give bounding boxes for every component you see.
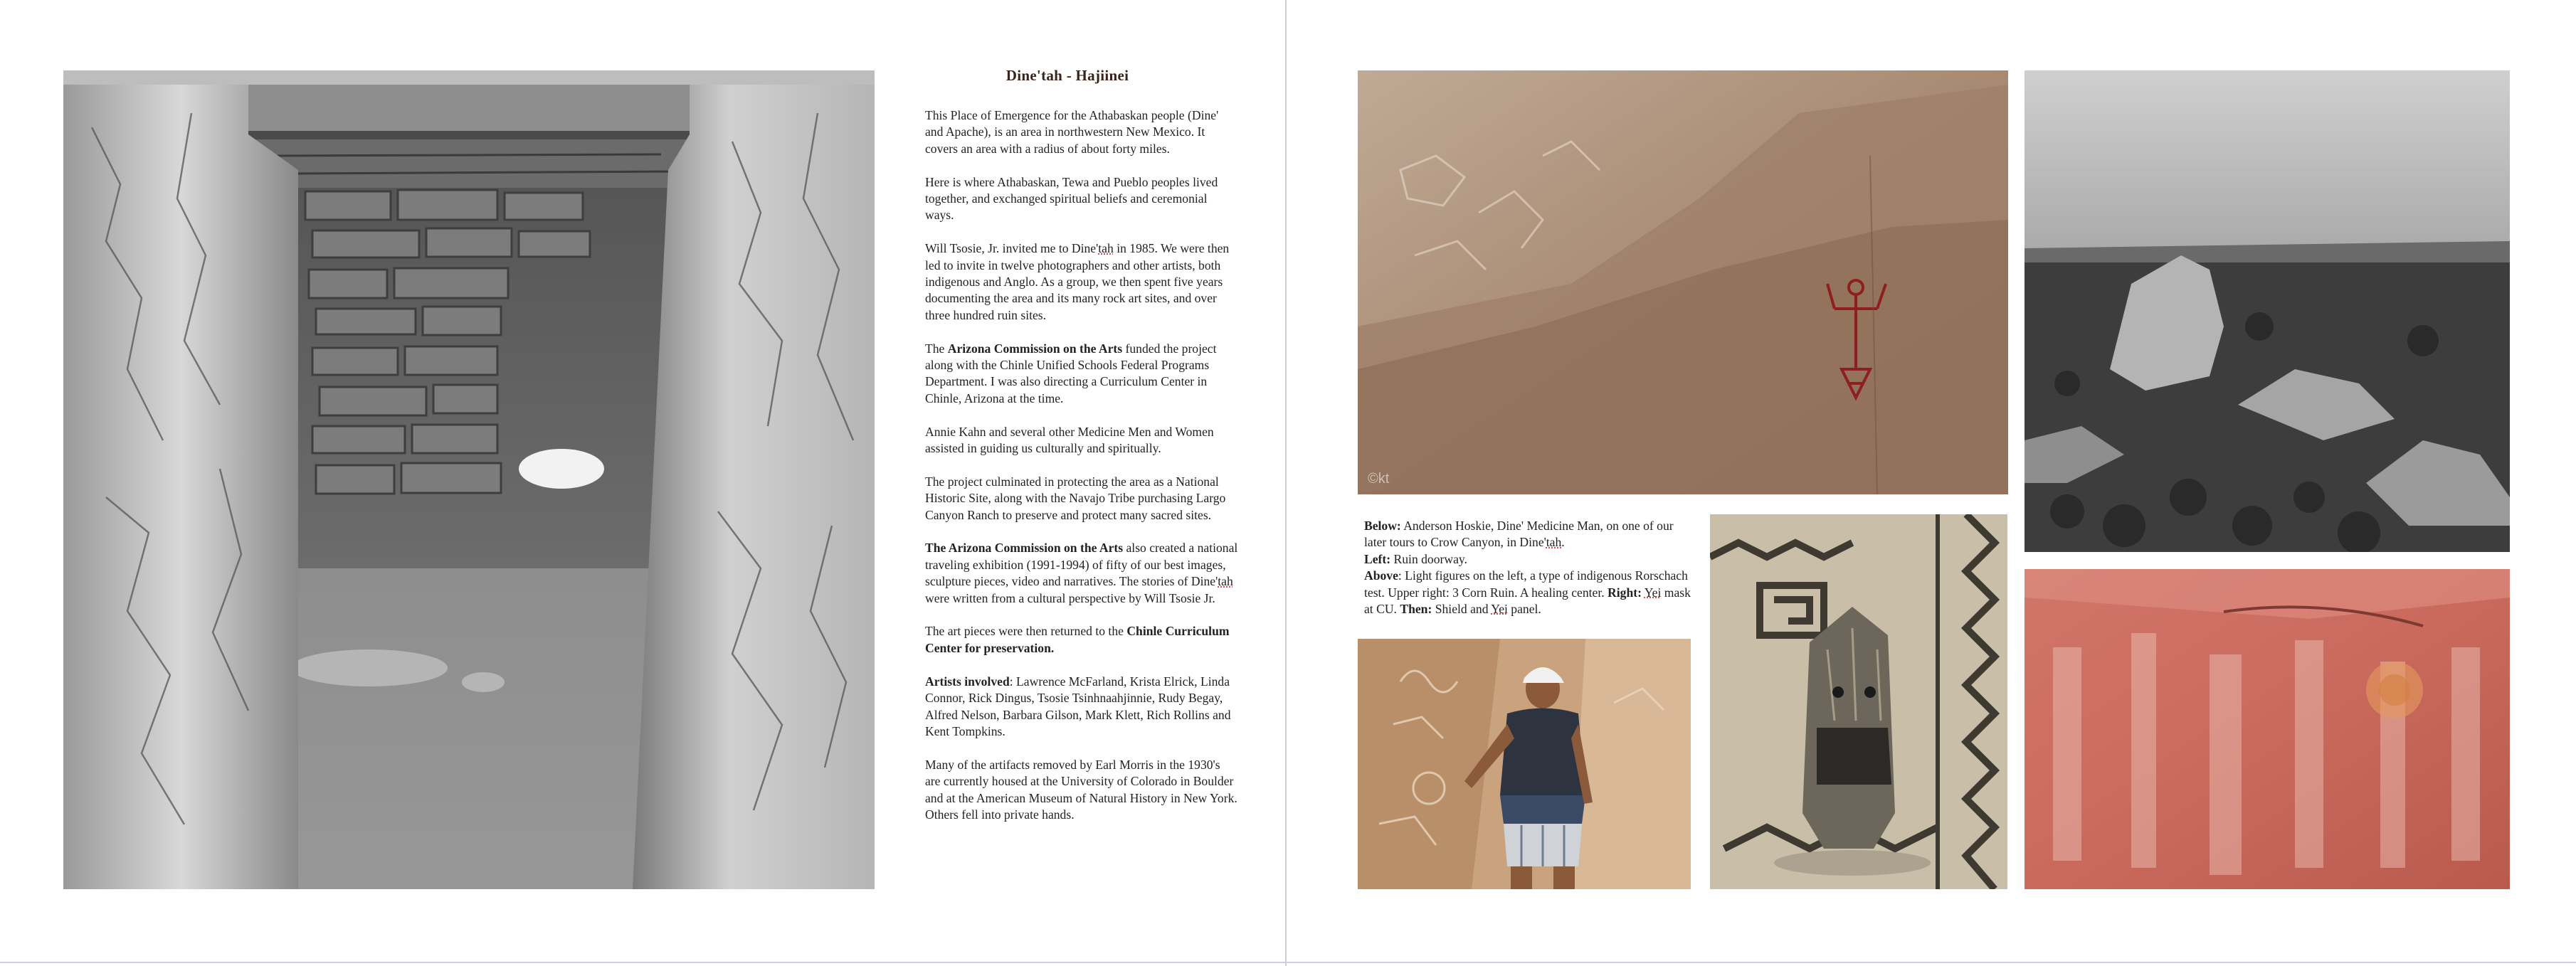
spellcheck-word: tah [1098,241,1114,256]
body-paragraph: Annie Kahn and several other Medicine Men and Women assisted in guiding us culturally and spiritually. [925,424,1214,456]
body-paragraph [925,623,1238,657]
text-span: . [1561,535,1565,550]
caption-label: Above [1364,568,1398,583]
body-paragraph: This Place of Emergence for the Athabaskan people (Dine' and Apache), is an area in northwestern New Mexico. It covers an area with a radius of about forty miles. [925,108,1219,156]
text-span: panel. [1507,602,1541,617]
photo-caption [1364,518,1691,617]
caption-line [1364,551,1691,568]
text-span: Shield and [1432,602,1492,617]
spellcheck-word: tah [1218,574,1233,589]
body-paragraph: The project culminated in protecting the area as a National Historic Site, along with the Navajo Tribe purchasing Largo Canyon Ranch to preserve and protect many sacred sites. [925,474,1226,522]
caption-line [1364,518,1691,551]
caption-label: Below: [1364,519,1401,533]
text-span: were written from a cultural perspective by Will Tsosie Jr. [925,590,1215,605]
text-span: in 1985. We were then led to invite in twelve photographers and other artists, both indigenous and Anglo. As a group, we then spent five years documenting the area and its many rock art sites, and over three hundred ruin sites. [925,241,1230,322]
text-span: : Light figures on the left, a type of indigenous Rorschach test. Upper right: 3 Corn Ruin. A healing center. [1364,568,1688,600]
body-paragraph: Many of the artifacts removed by Earl Morris in the 1930's are currently housed at the University of Colorado in Boulder and at the American Museum of Natural History in New York. Others fell into private hands. [925,757,1237,822]
text-span: Anderson Hoskie, Dine' Medicine Man, on one of our later tours to Crow Canyon, in Dine' [1364,519,1674,550]
copyright-watermark: ©kt [1368,471,1390,487]
spellcheck-word: tah [1546,535,1562,550]
text-span: Ruin doorway. [1390,551,1467,566]
shield-yei-panel-photo [2025,569,2510,889]
page-title: Dine'tah - Hajiinei [1005,67,1129,84]
body-paragraph [925,674,1238,741]
caption-label: Right: [1608,585,1642,600]
rock-art-panel-photo [1358,70,2008,494]
bold-text: The Arizona Commission on the Arts [925,541,1124,556]
body-paragraph [925,240,1238,324]
spellcheck-word: Yei [1491,602,1508,617]
three-corn-ruin-photo [2025,70,2510,552]
spellcheck-word: Yei [1644,585,1662,600]
body-paragraph [925,540,1238,607]
body-paragraph: Here is where Athabaskan, Tewa and Pueblo peoples lived together, and exchanged spiritual beliefs and ceremonial ways. [925,174,1218,223]
book-spine [1285,0,1287,966]
text-span: The art pieces were then returned to the [925,624,1127,639]
medicine-man-portrait-photo [1358,639,1691,889]
caption-label: Then: [1400,602,1432,617]
bold-text: Arizona Commission on the Arts [947,341,1123,356]
page-bottom-rule [0,962,2576,963]
text-span: : Lawrence McFarland, Krista Elrick, Linda Connor, Rick Dingus, Tsosie Tsinhnaahjinnie, Rudy Begay, Alfred Nelson, Barbara Gilson, Mark Klett, Rich Rollins and Kent Tompkins. [925,674,1231,738]
yei-mask-photo [1710,514,2007,889]
body-text-column [925,107,1238,840]
bold-text: Artists involved [925,674,1010,689]
body-paragraph [925,341,1238,408]
text-span: mask at CU. [1364,585,1691,617]
text-span: The [925,341,948,356]
text-span: also created a national traveling exhibition (1991-1994) of fifty of our best images, sculpture pieces, video and narratives. The stories of Dine' [925,541,1238,589]
bold-text: Chinle Curriculum Center for preservation. [925,624,1230,655]
text-span: Will Tsosie, Jr. invited me to Dine' [925,241,1099,256]
text-span: funded the project along with the Chinle Unified Schools Federal Programs Department. I was also directing a Curriculum Center in Chinle, Arizona at the time. [925,341,1217,405]
ruin-doorway-photo [63,70,875,889]
caption-label: Left: [1364,551,1391,566]
caption-line [1364,568,1691,617]
